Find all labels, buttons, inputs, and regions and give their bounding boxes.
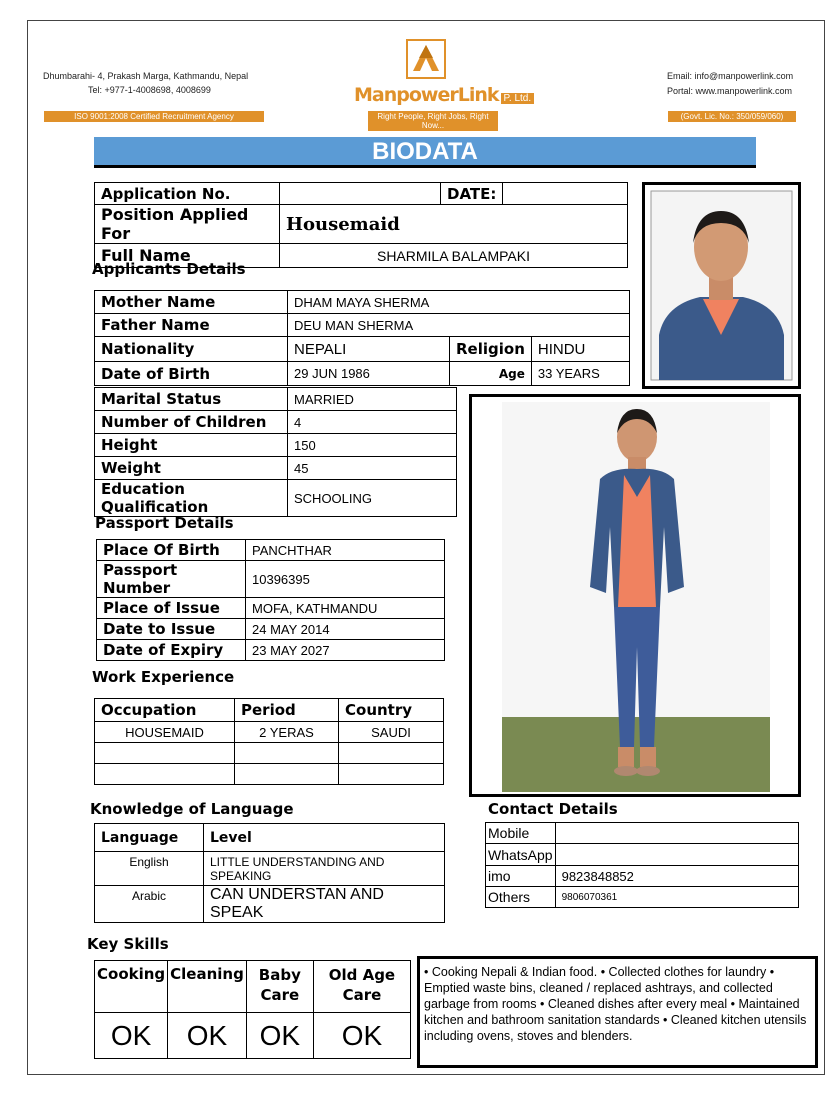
father-label: Father Name — [95, 314, 288, 337]
children-value: 4 — [288, 411, 457, 434]
baby-label-line2: Care — [260, 986, 300, 1004]
occupation-cell: HOUSEMAID — [95, 722, 235, 743]
nationality-label: Nationality — [95, 337, 288, 362]
occupation-cell — [95, 764, 235, 785]
date-label: DATE: — [441, 183, 503, 205]
table-row — [95, 852, 445, 886]
whatsapp-label: WhatsApp — [486, 844, 556, 866]
col-country: Country — [339, 699, 444, 722]
children-label: Number of Children — [95, 411, 288, 434]
marital-label: Marital Status — [95, 388, 288, 411]
portrait-image — [645, 185, 798, 386]
oldage-label-line2: Care — [342, 986, 382, 1004]
language-table — [94, 823, 445, 923]
col-occupation: Occupation — [95, 699, 235, 722]
father-value: DEU MAN SHERMA — [288, 314, 630, 337]
language-heading: Knowledge of Language — [90, 800, 294, 818]
oldage-label-line1: Old Age — [328, 966, 396, 984]
expiry-value: 23 MAY 2027 — [246, 640, 445, 661]
marital-value: MARRIED — [288, 388, 457, 411]
religion-value: HINDU — [531, 337, 629, 362]
mother-value: DHAM MAYA SHERMA — [288, 291, 630, 314]
table-row — [95, 743, 444, 764]
others-label: Others — [486, 887, 556, 908]
portal-text: Portal: www.manpowerlink.com — [667, 86, 793, 96]
contact-table — [485, 822, 799, 908]
weight-label: Weight — [95, 457, 288, 480]
period-cell: 2 YERAS — [235, 722, 339, 743]
address-line2: Tel: +977-1-4008698, 4008699 — [88, 85, 211, 95]
page-title: BIODATA — [94, 137, 756, 168]
dob-value: 29 JUN 1986 — [288, 362, 450, 386]
brand-suffix: P. Ltd. — [501, 93, 535, 104]
license-badge: (Govt. Lic. No.: 350/059/060) — [668, 111, 796, 122]
col-language: Language — [95, 824, 204, 852]
mobile-label: Mobile — [486, 823, 556, 844]
full-body-photo — [469, 394, 801, 797]
applicant-table-2 — [94, 387, 457, 517]
top-info-table — [94, 182, 628, 268]
iso-badge: ISO 9001:2008 Certified Recruitment Agency — [44, 111, 264, 122]
full-name-value: SHARMILA BALAMPAKI — [280, 244, 628, 268]
imo-value: 9823848852 — [555, 866, 798, 887]
skills-heading: Key Skills — [87, 935, 169, 953]
col-period: Period — [235, 699, 339, 722]
full-body-image — [472, 397, 798, 794]
contact-heading: Contact Details — [488, 800, 618, 818]
issue-date-value: 24 MAY 2014 — [246, 619, 445, 640]
brand-tagline: Right People, Right Jobs, Right Now... — [368, 111, 498, 131]
passport-number-value: 10396395 — [246, 561, 445, 598]
cleaning-value: OK — [168, 1013, 247, 1059]
cooking-label: Cooking — [95, 961, 168, 1013]
language-cell: English — [95, 852, 204, 886]
baby-label-line1: Baby — [258, 966, 301, 984]
applicants-heading: Applicants Details — [92, 260, 246, 278]
imo-label: imo — [486, 866, 556, 887]
work-heading: Work Experience — [92, 668, 235, 686]
brand-logo — [354, 84, 534, 106]
issue-place-value: MOFA, KATHMANDU — [246, 598, 445, 619]
passport-photo — [642, 182, 801, 389]
whatsapp-value — [555, 844, 798, 866]
passport-heading: Passport Details — [95, 514, 234, 532]
others-value: 9806070361 — [555, 887, 798, 908]
age-label: Age — [450, 362, 532, 386]
col-level: Level — [204, 824, 445, 852]
nationality-value: NEPALI — [288, 337, 450, 362]
education-value: SCHOOLING — [288, 480, 457, 517]
full-name-label: Full Name — [95, 244, 280, 268]
height-label: Height — [95, 434, 288, 457]
work-table — [94, 698, 444, 785]
dob-label: Date of Birth — [95, 362, 288, 386]
education-label: Education Qualification — [95, 480, 288, 517]
expiry-label: Date of Expiry — [97, 640, 246, 661]
app-no-label: Application No. — [95, 183, 280, 205]
email-text: Email: info@manpowerlink.com — [667, 71, 794, 81]
position-label: Position Applied For — [95, 205, 280, 244]
mother-label: Mother Name — [95, 291, 288, 314]
date-value — [503, 183, 628, 205]
cooking-value: OK — [95, 1013, 168, 1059]
issue-place-label: Place of Issue — [97, 598, 246, 619]
weight-value: 45 — [288, 457, 457, 480]
mobile-value — [555, 823, 798, 844]
age-value: 33 YEARS — [531, 362, 629, 386]
table-row — [95, 722, 444, 743]
triangle-logo-icon — [406, 39, 446, 79]
cleaning-label: Cleaning — [168, 961, 247, 1013]
occupation-cell — [95, 743, 235, 764]
period-cell — [235, 764, 339, 785]
app-no-value — [280, 183, 441, 205]
pob-value: PANCHTHAR — [246, 540, 445, 561]
issue-date-label: Date to Issue — [97, 619, 246, 640]
country-cell — [339, 764, 444, 785]
old-age-care-label — [313, 961, 410, 1013]
passport-table — [96, 539, 445, 661]
pob-label: Place Of Birth — [97, 540, 246, 561]
language-cell: Arabic — [95, 886, 204, 923]
table-row — [95, 886, 445, 923]
period-cell — [235, 743, 339, 764]
brand-name: ManpowerLink — [354, 84, 499, 106]
height-value: 150 — [288, 434, 457, 457]
position-value: Housemaid — [280, 205, 628, 244]
baby-care-value: OK — [246, 1013, 313, 1059]
applicant-table — [94, 290, 630, 386]
country-cell: SAUDI — [339, 722, 444, 743]
country-cell — [339, 743, 444, 764]
baby-care-label — [246, 961, 313, 1013]
religion-label: Religion — [450, 337, 532, 362]
old-age-care-value: OK — [313, 1013, 410, 1059]
skills-table — [94, 960, 411, 1059]
address-line1: Dhumbarahi- 4, Prakash Marga, Kathmandu, Nepal — [43, 71, 249, 81]
level-cell: CAN UNDERSTAN AND SPEAK — [204, 886, 445, 923]
level-cell: LITTLE UNDERSTANDING AND SPEAKING — [204, 852, 445, 886]
table-row — [95, 764, 444, 785]
passport-number-label: Passport Number — [97, 561, 246, 598]
skills-description: • Cooking Nepali & Indian food. • Collected clothes for laundry • Emptied waste bins, cleaned / replaced ashtrays, and collected garbage from rooms • Cleaned dishes after every meal • Maintained kitchen and bathroom sanitation standards • Cleaned kitchen utensils including ovens, stoves and blenders. — [417, 956, 818, 1068]
